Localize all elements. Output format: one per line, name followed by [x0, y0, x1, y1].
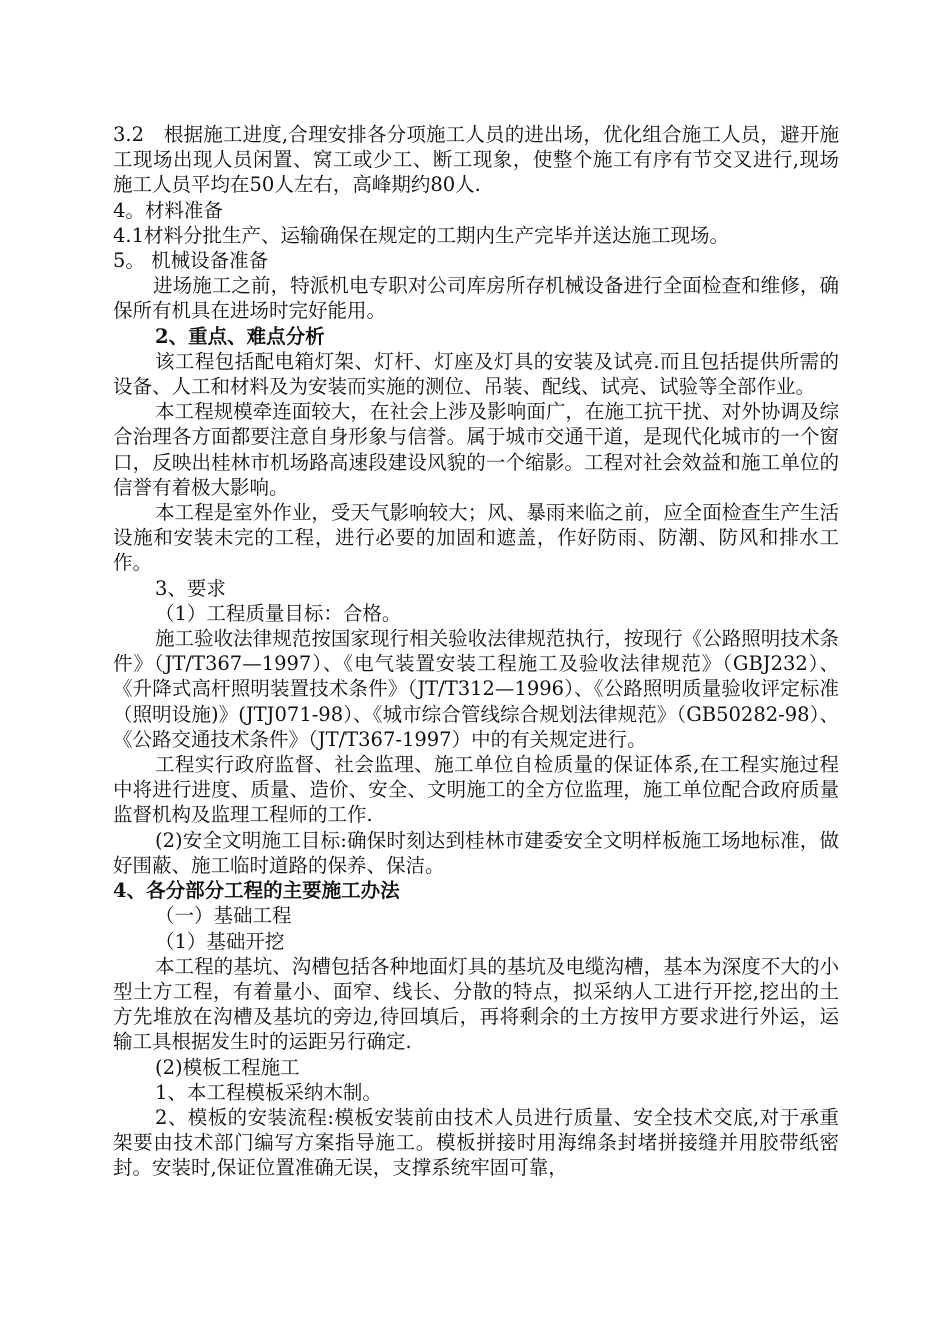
heading-equipment-prep: 5。 机械设备准备: [113, 249, 269, 273]
heading-excavation: （1）基础开挖: [155, 929, 285, 953]
heading-requirements: 3、要求: [155, 576, 226, 600]
heading-key-points: 2、重点、难点分析: [155, 324, 325, 348]
paragraph-quality-goal: （1）工程质量目标：合格。: [155, 601, 402, 625]
heading-foundation: （一）基础工程: [155, 904, 292, 928]
paragraph-supervision: 工程实行政府监督、社会监理、施工单位自检质量的保证体系,在工程实施过程中将进行进度、质量、造价、安全、文明施工的全方位监理，施工单位配合政府质量监督机构及监理工程师的工作.: [113, 753, 839, 827]
paragraph-formwork-process: 2、模板的安装流程:模板安装前由技术人员进行质量、安全技术交底,对于承重架要由技术部门编写方案指导施工。模板拼接时用海绵条封堵拼接缝并用胶带纸密封。安装时,保证位置准确无误，支撑系统牢固可靠，: [113, 1105, 839, 1180]
paragraph-4-1: 4.1材料分批生产、运输确保在规定的工期内生产完毕并送达施工现场。: [113, 223, 730, 247]
document-page: [113, 122, 839, 1181]
heading-formwork: (2)模板工程施工: [155, 1055, 300, 1079]
paragraph-equipment: 进场施工之前，特派机电专职对公司库房所存机械设备进行全面检查和维修，确保所有机具在进场时完好能用。: [113, 274, 839, 323]
paragraph-safety-goal: (2)安全文明施工目标:确保时刻达到桂林市建委安全文明样板施工场地标准，做好围蔽、施工临时道路的保养、保洁。: [113, 828, 839, 877]
paragraph-3-2: 3.2 根据施工进度,合理安排各分项施工人员的进出场，优化组合施工人员，避开施工现场出现人员闲置、窝工或少工、断工现象，使整个施工有序有节交叉进行,现场施工人员平均在50人左右，高峰期约80人.: [113, 123, 839, 197]
paragraph-standards: 施工验收法律规范按国家现行相关验收法律规范执行，按现行《公路照明技术条件》（JT/T367—1997）、《电气装置安装工程施工及验收法律规范》（GBJ232）、《升降式高杆照明装置技术条件》（JT/T312—1996）、《公路照明质量验收评定标准（照明设施)》(JTJ071-98）、《城市综合管线综合规划法律规范》（GB50282-98）、《公路交通技术条件》（JT/T367-1997）中的有关规定进行。: [113, 627, 839, 751]
heading-construction-methods: 4、各分部分工程的主要施工办法: [113, 879, 400, 903]
paragraph-scope: 该工程包括配电箱灯架、灯杆、灯座及灯具的安装及试亮.而且包括提供所需的设备、人工和材料及为安装而实施的测位、吊装、配线、试亮、试验等全部作业。: [113, 349, 839, 399]
heading-material-prep: 4。材料准备: [113, 198, 223, 222]
paragraph-social-impact: 本工程规模牵连面较大，在社会上涉及影响面广，在施工抗干扰、对外协调及综合治理各方面都要注意自身形象与信誉。属于城市交通干道，是现代化城市的一个窗口，反映出桂林市机场路高速段建设风貌的一个缩影。工程对社会效益和施工单位的信誉有着极大影响。: [113, 400, 839, 499]
paragraph-weather: 本工程是室外作业，受天气影响较大；风、暴雨来临之前，应全面检查生产生活设施和安装未完的工程，进行必要的加固和遮盖，作好防雨、防潮、防风和排水工作。: [113, 501, 839, 575]
paragraph-formwork-material: 1、本工程模板采纳木制。: [155, 1080, 382, 1104]
paragraph-excavation: 本工程的基坑、沟槽包括各种地面灯具的基坑及电缆沟槽，基本为深度不大的小型土方工程，有着量小、面窄、线长、分散的特点，拟采纳人工进行开挖,挖出的土方先堆放在沟槽及基坑的旁边,待回填后，再将剩余的土方按甲方要求进行外运，运输工具根据发生时的运距另行确定.: [113, 954, 839, 1054]
